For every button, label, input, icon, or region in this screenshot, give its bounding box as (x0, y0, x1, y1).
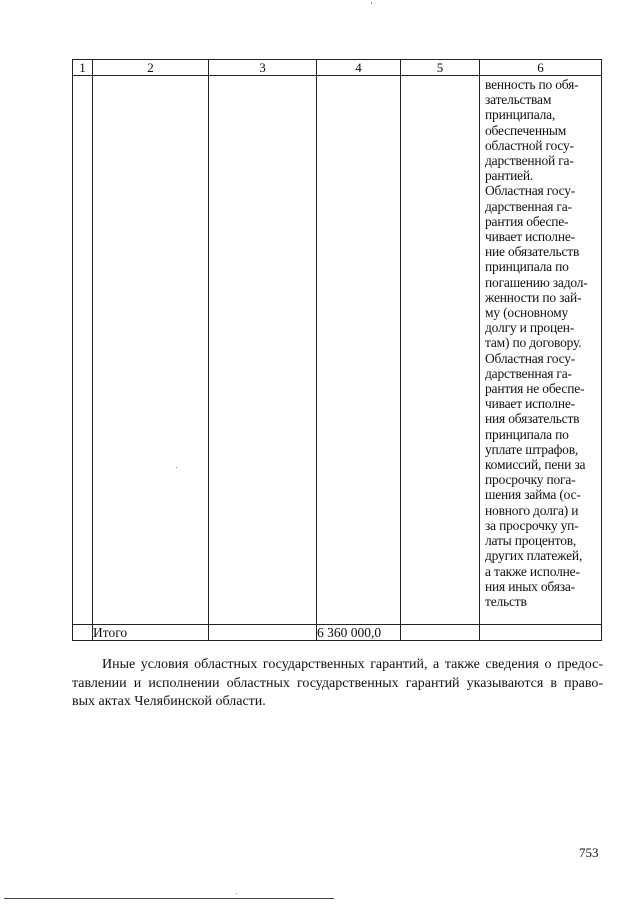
conditions-text (480, 76, 601, 609)
conditions-line: принципала по (485, 259, 569, 275)
footer-rule (4, 898, 334, 899)
conditions-line: ние обязательств (485, 244, 580, 260)
header-cell: 5 (401, 60, 480, 76)
table-row (73, 76, 602, 625)
body-paragraph (72, 656, 603, 712)
page-number: 753 (579, 845, 599, 860)
table-cell (93, 76, 209, 625)
paragraph-line: Иные условия областных государственных гарантий, а также сведения о предос- (102, 657, 603, 672)
conditions-line: долгу и процен- (485, 320, 575, 336)
paragraph-line: тавлении и исполнении областных государственных гарантий указываются в право- (72, 675, 603, 691)
header-cell: 4 (317, 60, 401, 76)
conditions-line: рантия не обеспе- (485, 381, 585, 397)
conditions-line: тельств (485, 593, 527, 609)
conditions-line: дарственная га- (485, 198, 572, 214)
conditions-line: новного долга) и (485, 502, 579, 518)
guarantee-table (72, 59, 602, 641)
conditions-line: зательствам (485, 92, 552, 108)
conditions-line: дарственной га- (485, 153, 574, 169)
scan-mark (371, 2, 372, 4)
conditions-line: комиссий, пени за (485, 457, 586, 473)
conditions-line: других платежей, (485, 548, 583, 564)
conditions-line: чивает исполне- (485, 229, 575, 245)
header-cell: 2 (93, 60, 209, 76)
conditions-line: латы процентов, (485, 533, 577, 549)
conditions-line: му (основному (485, 305, 569, 321)
table-cell (73, 625, 93, 641)
conditions-line: а также исполне- (485, 563, 580, 579)
conditions-line: обеспеченным (485, 122, 567, 138)
conditions-line: за просрочку уп- (485, 517, 579, 533)
header-cell: 1 (73, 60, 93, 76)
conditions-line: ния обязательств (485, 411, 580, 427)
conditions-line: там) по договору. (485, 335, 582, 351)
conditions-line: Областная госу- (485, 183, 576, 199)
conditions-line: венность по обя- (485, 77, 579, 92)
conditions-line: рантия обеспе- (485, 213, 569, 229)
table-cell (480, 625, 602, 641)
table-cell (317, 76, 401, 625)
conditions-line: ния иных обяза- (485, 578, 575, 594)
conditions-line: погашению задол- (485, 274, 588, 290)
table-cell (401, 625, 480, 641)
total-sum: 6 360 000,0 (317, 625, 401, 641)
paragraph-line: вых актах Челябинской области. (72, 694, 266, 709)
header-cell: 3 (209, 60, 317, 76)
conditions-line: шения займа (ос- (485, 487, 581, 503)
total-row (73, 625, 602, 641)
scan-speck (236, 893, 237, 894)
table-cell (73, 76, 93, 625)
conditions-line: принципала по (485, 426, 569, 442)
table-cell (401, 76, 480, 625)
conditions-cell (480, 76, 602, 625)
conditions-line: рантией. (485, 168, 534, 184)
table-header-row (73, 60, 602, 76)
conditions-line: просрочку пога- (485, 472, 576, 488)
total-label: Итого (93, 625, 209, 641)
header-cell: 6 (480, 60, 602, 76)
conditions-line: принципала, (485, 107, 556, 123)
table-cell (209, 76, 317, 625)
scan-speck (176, 467, 177, 468)
conditions-line: уплате штрафов, (485, 441, 579, 457)
table-cell (209, 625, 317, 641)
conditions-line: Областная госу- (485, 350, 576, 366)
conditions-line: дарственная га- (485, 365, 572, 381)
conditions-line: чивает исполне- (485, 396, 575, 412)
conditions-line: женности по зай- (485, 289, 582, 305)
conditions-line: областной госу- (485, 137, 574, 153)
